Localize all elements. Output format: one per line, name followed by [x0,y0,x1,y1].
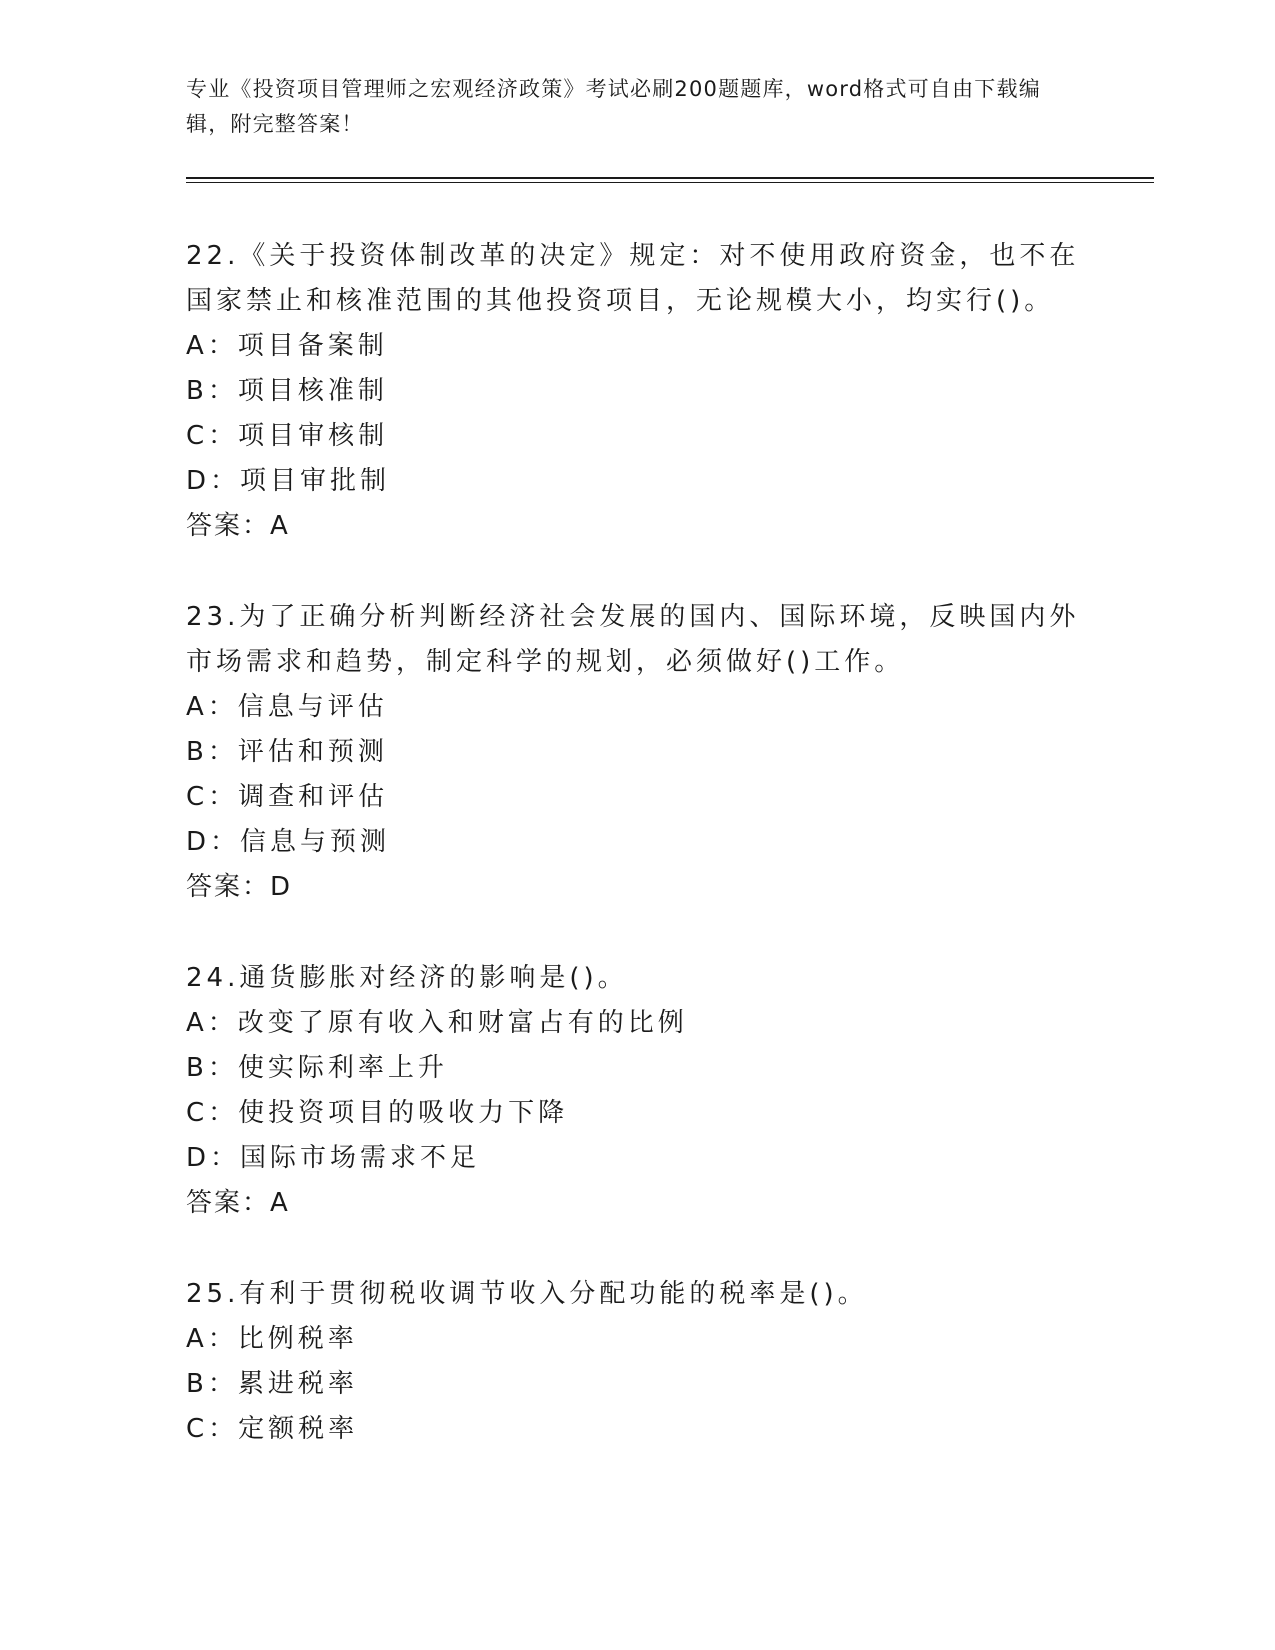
option-d: D：信息与预测 [186,827,391,857]
answer-line: 答案：A [186,511,290,541]
option-d: D：国际市场需求不足 [186,1143,481,1173]
question-25 [186,1272,1086,1452]
option-a: A：改变了原有收入和财富占有的比例 [186,1008,688,1038]
header-divider-thin [186,182,1154,183]
question-stem: 22.《关于投资体制改革的决定》规定：对不使用政府资金，也不在国家禁止和核准范围的其他投资项目，无论规模大小，均实行()。 [186,241,1080,316]
option-b: B：项目核准制 [186,376,388,406]
option-c: C：使投资项目的吸收力下降 [186,1098,569,1128]
question-22 [186,234,1086,549]
option-b: B：累进税率 [186,1369,358,1399]
question-stem: 25.有利于贯彻税收调节收入分配功能的税率是()。 [186,1279,868,1309]
answer-line: 答案：D [186,872,293,902]
option-b: B：评估和预测 [186,737,388,767]
document-header: 专业《投资项目管理师之宏观经济政策》考试必刷200题题库，word格式可自由下载编辑，附完整答案！ [186,77,1041,136]
option-a: A：信息与评估 [186,692,388,722]
answer-line: 答案：A [186,1188,290,1218]
option-c: C：调查和评估 [186,782,389,812]
option-c: C：定额税率 [186,1414,359,1444]
question-23 [186,595,1086,910]
question-stem: 24.通货膨胀对经济的影响是()。 [186,963,628,993]
header-divider-thick [186,177,1154,179]
option-b: B：使实际利率上升 [186,1053,448,1083]
question-list [186,234,1086,1498]
option-a: A：比例税率 [186,1324,358,1354]
question-stem: 23.为了正确分析判断经济社会发展的国内、国际环境，反映国内外市场需求和趋势，制定科学的规划，必须做好()工作。 [186,602,1080,677]
option-a: A：项目备案制 [186,331,388,361]
option-d: D：项目审批制 [186,466,391,496]
option-c: C：项目审核制 [186,421,389,451]
question-24 [186,956,1086,1226]
